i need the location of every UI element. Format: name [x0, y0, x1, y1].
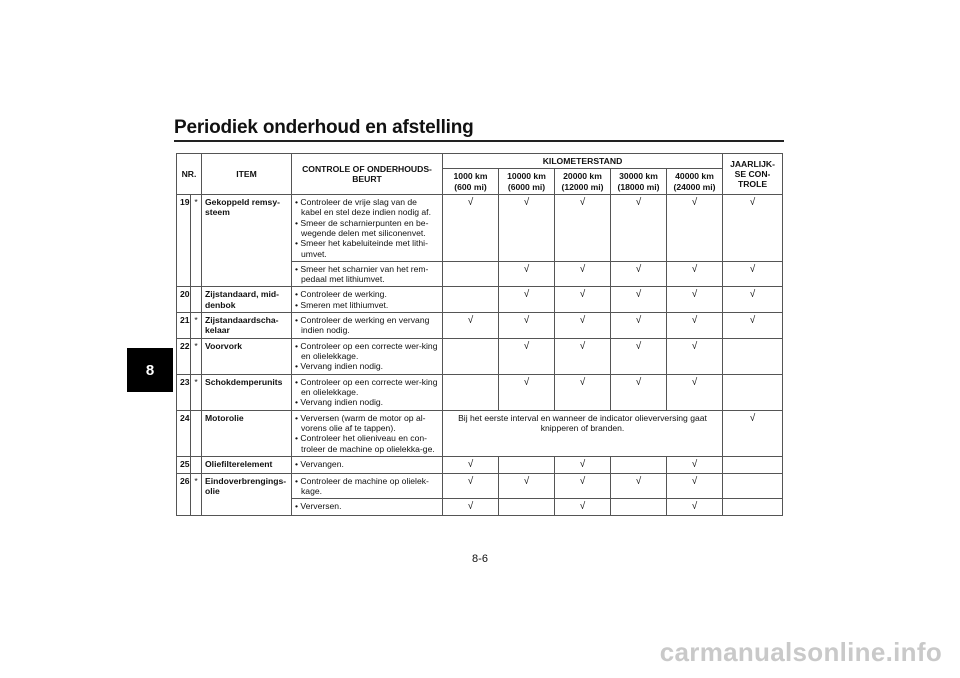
annual-check	[723, 338, 783, 374]
interval-check	[443, 338, 499, 374]
annual-check	[723, 499, 783, 516]
row-number: 20	[177, 287, 191, 313]
row-number: 25	[177, 456, 191, 473]
control-line: • Smeer de scharnierpunten en be-wegende delen met siliconenvet.	[295, 217, 429, 238]
annual-check: √	[723, 194, 783, 261]
control-line: • Smeer het scharnier van het rem-pedaal met lithiumvet.	[295, 263, 429, 285]
row-star: *	[191, 313, 202, 339]
header-km-2	[499, 169, 555, 195]
interval-check: √	[499, 261, 555, 287]
interval-check: √	[443, 456, 499, 473]
interval-check: √	[555, 456, 611, 473]
control-description	[292, 338, 443, 374]
interval-check: √	[611, 287, 667, 313]
control-line: • Vervang indien nodig.	[295, 397, 384, 408]
control-line: • Vervangen.	[295, 458, 344, 469]
header-nr: NR.	[177, 154, 202, 195]
table-row	[177, 473, 783, 499]
table-row	[177, 194, 783, 261]
interval-check: √	[499, 338, 555, 374]
row-star: *	[191, 338, 202, 374]
chapter-tab: 8	[127, 348, 173, 392]
interval-check: √	[499, 287, 555, 313]
annual-check	[723, 473, 783, 499]
interval-check	[499, 499, 555, 516]
annual-check: √	[723, 287, 783, 313]
annual-check: √	[723, 313, 783, 339]
interval-check: √	[611, 473, 667, 499]
interval-check: √	[611, 194, 667, 261]
interval-check	[611, 499, 667, 516]
interval-check: √	[667, 374, 723, 410]
header-control: CONTROLE OF ONDERHOUDS-BEURT	[292, 154, 443, 195]
interval-check: √	[667, 313, 723, 339]
mi-value: (6000 mi)	[507, 181, 546, 192]
interval-check: √	[611, 338, 667, 374]
maintenance-table	[176, 153, 783, 516]
mi-value: (18000 mi)	[617, 181, 660, 192]
row-star	[191, 456, 202, 473]
km-value: 10000 km	[507, 171, 546, 182]
control-description	[292, 374, 443, 410]
header-kilometerstand: KILOMETERSTAND	[443, 154, 723, 169]
control-line: • Vervang indien nodig.	[295, 361, 384, 372]
mi-value: (24000 mi)	[673, 181, 716, 192]
control-line: • Controleer de vrije slag van de kabel en stel deze indien nodig af.	[295, 196, 431, 218]
header-km-1	[443, 169, 499, 195]
mi-value: (600 mi)	[454, 181, 487, 192]
row-item: Zijstandaardscha-kelaar	[202, 313, 292, 339]
annual-check	[723, 374, 783, 410]
control-description	[292, 287, 443, 313]
control-line: • Controleer het olieniveau en con-troleer de machine op olielekka-ge.	[295, 433, 435, 454]
km-value: 40000 km	[675, 171, 714, 182]
interval-check	[443, 374, 499, 410]
header-annual: JAARLIJK-SE CON-TROLE	[723, 154, 783, 195]
row-number: 23	[177, 374, 191, 410]
row-number: 19	[177, 194, 191, 287]
table-row	[177, 313, 783, 339]
header-km-5	[667, 169, 723, 195]
interval-check: √	[555, 194, 611, 261]
header-km-3	[555, 169, 611, 195]
interval-check: √	[667, 287, 723, 313]
control-line: • Controleer op een correcte wer-king en olielekkage.	[295, 376, 438, 397]
control-description	[292, 473, 443, 499]
interval-check: √	[611, 261, 667, 287]
interval-note: Bij het eerste interval en wanneer de indicator olieverversing gaat knipperen of branden.	[443, 410, 723, 456]
table-row	[177, 410, 783, 456]
row-number: 21	[177, 313, 191, 339]
row-item: Schokdemperunits	[202, 374, 292, 410]
table-body	[177, 194, 783, 516]
interval-check: √	[555, 261, 611, 287]
row-item: Eindoverbrengings-olie	[202, 473, 292, 516]
interval-check: √	[555, 313, 611, 339]
interval-check: √	[667, 261, 723, 287]
interval-check: √	[611, 374, 667, 410]
control-line: • Verversen (warm de motor op al-vorens olie af te tappen).	[295, 412, 426, 433]
control-line: • Controleer de werking.	[295, 289, 387, 300]
interval-check: √	[555, 374, 611, 410]
km-value: 1000 km	[453, 171, 488, 182]
control-line: • Smeren met lithiumvet.	[295, 299, 389, 310]
interval-check: √	[499, 194, 555, 261]
interval-check: √	[499, 374, 555, 410]
km-value: 20000 km	[563, 171, 602, 182]
annual-check: √	[723, 261, 783, 287]
control-description	[292, 313, 443, 339]
interval-check: √	[443, 499, 499, 516]
interval-check: √	[667, 338, 723, 374]
interval-check: √	[667, 194, 723, 261]
interval-check	[443, 287, 499, 313]
interval-check: √	[555, 287, 611, 313]
control-line: • Controleer op een correcte wer-king en olielekkage.	[295, 340, 438, 361]
row-star	[191, 287, 202, 313]
control-line: • Controleer de werking en vervang indien nodig.	[295, 315, 430, 336]
interval-check: √	[443, 194, 499, 261]
interval-check	[443, 261, 499, 287]
row-item: Oliefilterelement	[202, 456, 292, 473]
table-row	[177, 456, 783, 473]
page-title: Periodiek onderhoud en afstelling	[174, 117, 474, 138]
table-row	[177, 374, 783, 410]
control-description	[292, 456, 443, 473]
interval-check: √	[555, 338, 611, 374]
control-description	[292, 410, 443, 456]
control-description	[292, 261, 443, 287]
header-item: ITEM	[202, 154, 292, 195]
row-number: 24	[177, 410, 191, 456]
interval-check: √	[667, 473, 723, 499]
header-km-4	[611, 169, 667, 195]
row-star: *	[191, 374, 202, 410]
annual-check: √	[723, 410, 783, 456]
table-row	[177, 287, 783, 313]
annual-check	[723, 456, 783, 473]
control-description	[292, 499, 443, 516]
row-number: 22	[177, 338, 191, 374]
row-item: Gekoppeld remsy-steem	[202, 194, 292, 287]
interval-check: √	[667, 456, 723, 473]
interval-check	[499, 456, 555, 473]
control-line: • Controleer de machine op olielek-kage.	[295, 475, 429, 497]
interval-check	[611, 456, 667, 473]
row-item: Voorvork	[202, 338, 292, 374]
km-value: 30000 km	[619, 171, 658, 182]
mi-value: (12000 mi)	[561, 181, 604, 192]
interval-check: √	[443, 313, 499, 339]
interval-check: √	[499, 473, 555, 499]
row-number: 26	[177, 473, 191, 516]
control-description	[292, 194, 443, 261]
title-rule	[174, 140, 784, 142]
row-star: *	[191, 194, 202, 287]
row-star: *	[191, 473, 202, 516]
interval-check: √	[443, 473, 499, 499]
row-star	[191, 410, 202, 456]
table-row	[177, 338, 783, 374]
interval-check: √	[611, 313, 667, 339]
interval-check: √	[667, 499, 723, 516]
page-number: 8-6	[472, 553, 488, 565]
row-item: Motorolie	[202, 410, 292, 456]
control-line: • Verversen.	[295, 501, 342, 512]
interval-check: √	[555, 499, 611, 516]
control-line: • Smeer het kabeluiteinde met lithi-umvet.	[295, 238, 428, 259]
interval-check: √	[499, 313, 555, 339]
interval-check: √	[555, 473, 611, 499]
row-item: Zijstandaard, mid-denbok	[202, 287, 292, 313]
watermark: carmanualsonline.info	[659, 637, 942, 667]
